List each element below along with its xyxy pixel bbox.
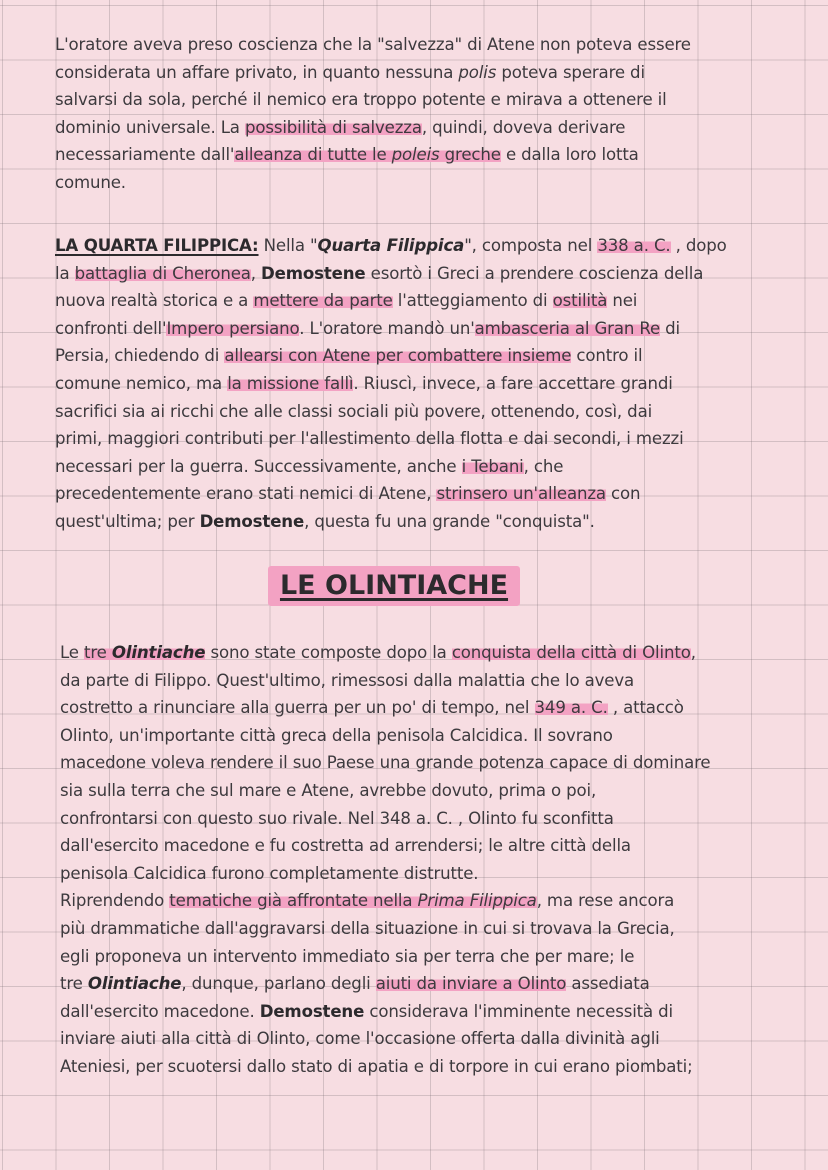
text-line: costretto a rinunciare alla guerra per un po' di tempo, nel 349 a. C. , attaccò <box>60 698 684 718</box>
paragraph-olintiache <box>60 639 710 1081</box>
text-line: confrontarsi con questo suo rivale. Nel 348 a. C. , Olinto fu sconfitta <box>60 808 614 828</box>
text-line: nuova realtà storica e a mettere da parte l'atteggiamento di ostilità nei <box>55 291 638 311</box>
text-line: macedone voleva rendere il suo Paese una grande potenza capace di dominare <box>60 753 711 773</box>
paragraph-intro <box>55 31 691 197</box>
highlight: i Tebani <box>461 456 524 476</box>
text-line: necessari per la guerra. Successivamente, anche i Tebani, che <box>55 456 564 476</box>
text-line: quest'ultima; per Demostene, questa fu una grande "conquista". <box>55 511 595 531</box>
section-title: LE OLINTIACHE <box>279 570 509 601</box>
highlight: tre Olintiache <box>84 643 206 662</box>
highlight: conquista della città di Olinto <box>451 643 691 662</box>
section-title-box <box>268 566 520 606</box>
highlight: la missione fallì <box>227 373 354 393</box>
highlight: mettere da parte <box>253 291 393 311</box>
text-line: penisola Calcidica furono completamente distrutte. <box>60 863 479 883</box>
text-line: la battaglia di Cheronea, Demostene esortò i Greci a prendere coscienza della <box>55 263 704 283</box>
text-line: precedentemente erano stati nemici di Atene, strinsero un'alleanza con <box>55 484 641 504</box>
highlight: possibilità di salvezza <box>244 117 422 137</box>
text-line: comune. <box>55 172 126 192</box>
text-line: dominio universale. La possibilità di salvezza, quindi, doveva derivare <box>55 117 626 137</box>
highlight: ostilità <box>552 291 608 311</box>
highlight: aiuti da inviare a Olinto <box>375 974 567 994</box>
text-line: Ateniesi, per scuotersi dallo stato di apatia e di torpore in cui erano piombati; <box>60 1056 693 1076</box>
text-line: più drammatiche dall'aggravarsi della situazione in cui si trovava la Grecia, <box>60 918 675 938</box>
text-line: L'oratore aveva preso coscienza che la "salvezza" di Atene non poteva essere <box>55 35 691 54</box>
highlight: tematiche già affrontate nella Prima Filippica <box>169 891 537 911</box>
text-line: dall'esercito macedone e fu costretta ad arrendersi; le altre città della <box>60 836 631 856</box>
text-line: salvarsi da sola, perché il nemico era troppo potente e mirava a ottenere il <box>55 90 667 110</box>
highlight: 338 a. C. <box>597 236 671 255</box>
highlight: strinsero un'alleanza <box>436 484 606 504</box>
text-line: da parte di Filippo. Quest'ultimo, rimessosi dalla malattia che lo aveva <box>60 670 635 690</box>
text-line: tre Olintiache, dunque, parlano degli aiuti da inviare a Olinto assediata <box>60 974 650 994</box>
text-line: Olinto, un'importante città greca della penisola Calcidica. Il sovrano <box>60 725 613 745</box>
text-line: sia sulla terra che sul mare e Atene, avrebbe dovuto, prima o poi, <box>60 780 597 800</box>
paragraph-quarta-filippica <box>55 232 727 536</box>
text-line: comune nemico, ma la missione fallì. Riuscì, invece, a fare accettare grandi <box>55 373 673 393</box>
text-line: egli proponeva un intervento immediato sia per terra che per mare; le <box>60 946 635 966</box>
highlight: Impero persiano <box>166 318 300 338</box>
highlight: ambasceria al Gran Re <box>474 318 661 338</box>
highlight: allearsi con Atene per combattere insieme <box>224 346 572 366</box>
text-line: considerata un affare privato, in quanto nessuna polis poteva sperare di <box>55 62 645 82</box>
highlight: 349 a. C. <box>534 698 608 718</box>
text-line: inviare aiuti alla città di Olinto, come l'occasione offerta dalla divinità agli <box>60 1029 660 1049</box>
highlight: alleanza di tutte le poleis greche <box>234 145 501 165</box>
text-line: Persia, chiedendo di allearsi con Atene per combattere insieme contro il <box>55 346 643 366</box>
text-line: LA QUARTA FILIPPICA: Nella "Quarta Filippica", composta nel 338 a. C. , dopo <box>55 236 727 255</box>
section-heading: LA QUARTA FILIPPICA: <box>55 236 259 255</box>
text-line: dall'esercito macedone. Demostene considerava l'imminente necessità di <box>60 1001 673 1021</box>
text-line: Riprendendo tematiche già affrontate nella Prima Filippica, ma rese ancora <box>60 891 675 911</box>
text-line: primi, maggiori contributi per l'allestimento della flotta e dai secondi, i mezzi <box>55 429 684 449</box>
text-line: Le tre Olintiache sono state composte dopo la conquista della città di Olinto, <box>60 643 696 662</box>
highlight: battaglia di Cheronea <box>74 263 251 283</box>
text-line: sacrifici sia ai ricchi che alle classi sociali più povere, ottenendo, così, dai <box>55 401 653 421</box>
text-line: confronti dell'Impero persiano. L'oratore mandò un'ambasceria al Gran Re di <box>55 318 681 338</box>
text-line: necessariamente dall'alleanza di tutte le poleis greche e dalla loro lotta <box>55 145 639 165</box>
